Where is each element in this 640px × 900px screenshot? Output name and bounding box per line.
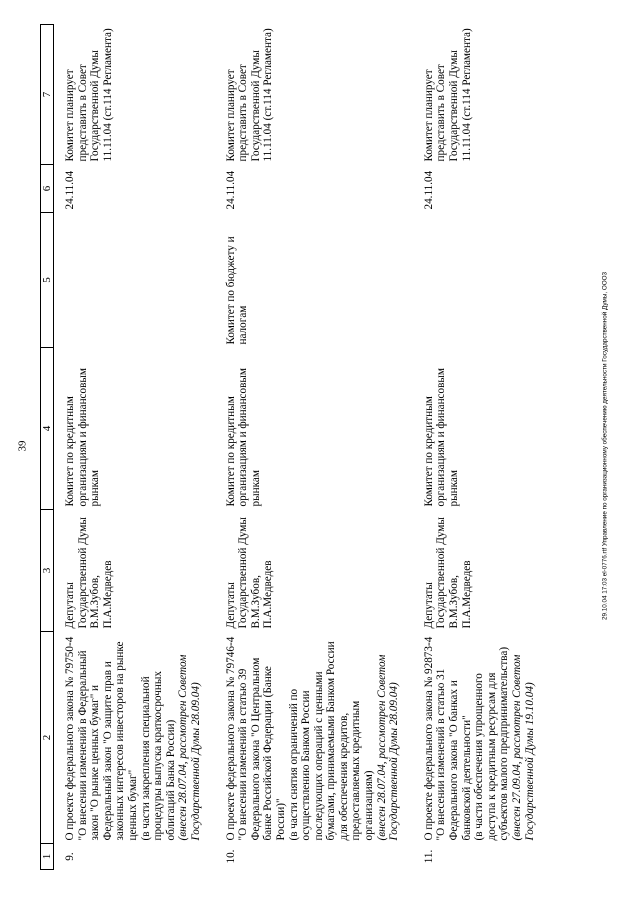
comment: Комитет планирует представить в Совет Государственной Думы 11.11.04 (ст.114 Регламента) [64,28,114,162]
bill-authors: Депутаты Государственной Думы В.М.Зубов, П.А.Медведев [64,517,114,629]
bill-description [215,632,413,844]
bill-text: О проекте федерального закона № 92873-4 "О внесении изменений в статью 31 Федерального закона "О банках и банковской деятельности" (в части обеспечения упрощенного доступа к кредитным ресурсам для субъектов малого предпринимательства) [422,636,511,841]
bill-description [54,632,215,844]
co-committee: Комитет по бюджету и налогам [224,236,250,345]
co-committee [413,213,548,348]
page-number: 39 [16,440,29,452]
rotated-document [40,25,600,870]
bill-description [413,632,548,844]
header-cell: 1 [41,844,54,870]
bill-authors: Депутаты Государственной Думы В.М.Зубов, П.А.Медведев [422,517,473,629]
responsible-committee: Комитет по кредитным организациям и финансовым рынкам [422,368,461,507]
row-number: 9. [64,852,76,861]
bill-note: (внесен 27.09.04, рассмотрен Советом Государственной Думы 19.10.04) [511,654,536,841]
header-cell: 4 [41,348,54,510]
header-cell: 5 [41,213,54,348]
comment: Комитет планирует представить в Совет Государственной Думы 11.11.04 (ст.114 Регламента) [422,28,473,162]
table-row [413,25,548,870]
responsible-committee: Комитет по кредитным организациям и финансовым рынкам [64,368,102,507]
bill-authors: Депутаты Государственной Думы В.М.Зубов, П.А.Медведев [224,517,275,629]
header-cell: 6 [41,165,54,213]
header-row [41,25,54,870]
header-cell: 2 [41,632,54,844]
footer-text: 29.10.04 17:03 el-0776.rtf Управление по организационному обеспечению деятельности Государственной Думы, ООО3 [601,271,609,621]
row-number: 11. [422,849,435,864]
planned-date: 24.11.04 [64,170,76,210]
co-committee [54,213,215,348]
bill-text: О проекте федерального закона № 79746-4 "О внесении изменений в статью 39 Федерального закона "О Центральном банке Российской Федерации (Банке России)" (в части снятия ограничений по осуществлению Банком России последующих операций с ценными бумагами, принимаемыми Банком России для обеспечения кредитов, предоставляемых кредитным организациям) [224,636,376,841]
comment: Комитет планирует представить в Совет Государственной Думы 11.11.04 (ст.114 Регламента) [224,28,275,162]
legislation-table [40,24,548,870]
row-number: 10. [224,849,237,864]
responsible-committee: Комитет по кредитным организациям и финансовым рынкам [224,368,262,507]
bill-note: (внесен 28.07.04, рассмотрен Советом Государственной Думы 28.09.04) [177,654,202,841]
planned-date: 24.11.04 [422,170,435,210]
table-row [54,25,215,870]
header-cell: 3 [41,510,54,632]
bill-text: О проекте федерального закона № 79750-4 "О внесении изменений в Федеральный закон "О рынке ценных бумаг" и Федеральный закон "О защите прав и законных интересов инвесторов на рынке ценных бумаг" (в части закрепления специальной процедуры выпуска краткосрочных облигаций Банка России) [64,636,177,841]
planned-date: 24.11.04 [224,170,237,210]
bill-note: (внесен 28.07.04, рассмотрен Советом Государственной Думы 28.09.04) [375,654,401,841]
header-cell: 7 [41,25,54,165]
table-row [215,25,413,870]
